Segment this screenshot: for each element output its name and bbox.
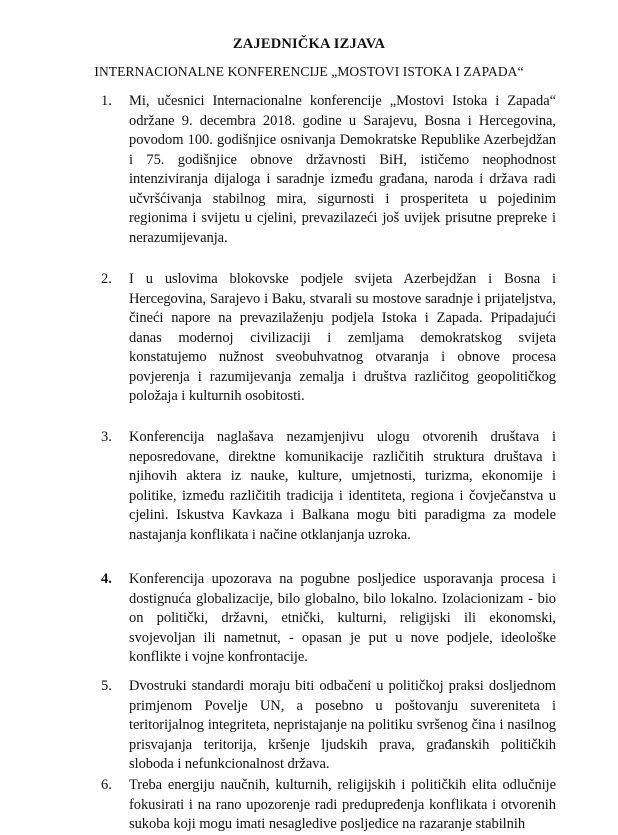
item-text: Dvostruki standardi moraju biti odbačeni u političkoj praksi dosljednom primjenom Povelje UN, a posebno u poštovanju suvereniteta i teritorijalnog integriteta, nepristajanje na politiku svršenog čina i nasilnog prisvajanja teritorija, kršenje ljudskih prava, građanskih političkih sloboda i nefunkcionalnost država. [129,678,556,772]
item-text: Treba energiju naučnih, kulturnih, religijskih i političkih elita odlučnije fokusirati i na rano upozorenje radi predupređenja konflikata i otvorenih sukoba koji mogu imati nesagledive posljedice na razaranje stabilnih [129,777,556,832]
item-number: 3. [101,429,112,445]
document-title: ZAJEDNIČKA IZJAVA [232,36,386,52]
item-number: 4. [101,571,112,587]
item-number: 6. [101,777,112,793]
item-text: Konferencija upozorava na pogubne posljedice usporavanja procesa i dostignuća globalizacije, bilo globalno, bilo lokalno. Izolacionizam - bio on politički, državni, etnički, kulturni, religijski ili ekonomski, svojevoljan ili nametnut, - opasan je put u nove podjele, ideološke konflikte i vojne konfrontacije. [129,571,556,665]
item-text: Mi, učesnici Internacionalne konferencije „Mostovi Istoka i Zapada“ održane 9. decembra 2018. godine u Sarajevu, Bosna i Hercegovina, povodom 100. godišnjice osnivanja Demokratske Republike Azerbejdžan i 75. godišnjice obnove državnosti BiH, ističemo neophodnost intenziviranja dijaloga i saradnje između građana, naroda i država radi učvršćivanja stabilnog mira, sigurnosti i prosperiteta u pojedinim regionima i svijetu u cjelini, prevazilazeći još uvijek prisutne prepreke i nerazumijevanja. [129,93,556,246]
item-text: I u uslovima blokovske podjele svijeta Azerbejdžan i Bosna i Hercegovina, Sarajevo i Baku, stvarali su mostove saradnje i prijateljstva, čineći napore na prevazilaženju podjela Istoka i Zapada. Pripadajući danas modernoj civilizaciji i zemljama demokratskog svijeta konstatujemo nužnost sveobuhvatnog otvaranja i obnove procesa povjerenja i razumijevanja zemalja i društva različitog geopolitičkog položaja i kulturnih osobitosti. [129,271,556,404]
document-subtitle: INTERNACIONALNE KONFERENCIJE „MOSTOVI ISTOKA I ZAPADA“ [94,64,524,79]
item-number: 1. [101,93,112,109]
item-number: 2. [101,271,112,287]
item-text: Konferencija naglašava nezamjenjivu ulogu otvorenih društava i neposredovane, direktne komunikacije različitih struktura društava i njihovih aktera iz nauke, kulture, umjetnosti, turizma, ekonomije i politike, između različitih tradicija i identiteta, regiona i čovječanstva u cjelini. Iskustva Kavkaza i Balkana mogu biti paradigma za modele nastajanja konflikata i načine otklanjanja uzroka. [129,429,556,543]
item-number: 5. [101,678,112,694]
